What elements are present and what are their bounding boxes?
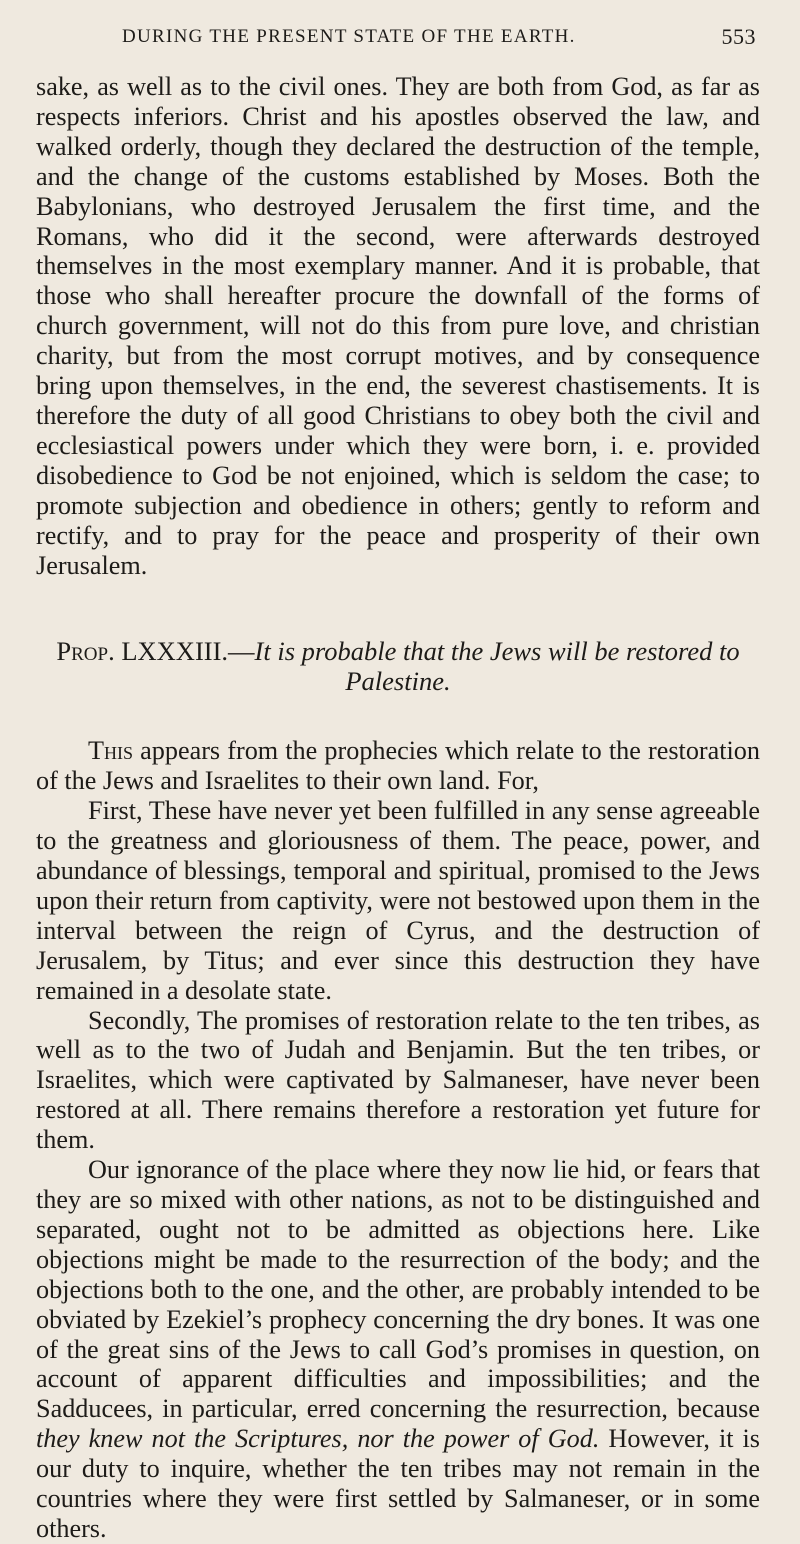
paragraph-text: Our ignorance of the place where they now lie hid, or fears that they are so mixed with other nations, as not to be distinguished and separated, ought not to be admitted as objections here. Like objections might be made to the resurrection of the body; and the objections both to the one, and the other, are probably intended to be obviated by Ezekiel’s prophecy concerning the dry bones. It was one of the great sins of the Jews to call God’s promises in question, on account of apparent difficulties and impossibilities; and the Sadducees, in particular, erred concerning the resurrection, because [36, 1155, 760, 1424]
paragraph-first-argument: First, These have never yet been fulfilled in any sense agreeable to the greatness and gloriousness of them. The peace, power, and abundance of blessings, temporal and spiritual, promised to the Jews upon their return from captivity, were not bestowed upon them in the interval between the reign of Cyrus, and the destruction of Jerusalem, by Titus; and ever since this destruction they have remained in a desolate state. [36, 796, 760, 1005]
scripture-quote: they knew not the Scriptures, nor the power of God. [36, 1424, 600, 1454]
running-head-title: DURING THE PRESENT STATE OF THE EARTH. [122, 26, 576, 47]
proposition-statement: It is probable that the Jews will be restored to Palestine. [254, 636, 740, 697]
page-number: 553 [721, 24, 756, 49]
proposition-heading [36, 636, 760, 696]
proposition-label: Prop. [56, 636, 115, 667]
paragraph-second-argument: Secondly, The promises of restoration relate to the ten tribes, as well as to the two of Judah and Benjamin. But the ten tribes, or Israelites, which were captivated by Salmaneser, have never been restored at all. There remains therefore a restoration yet future for them. [36, 1005, 760, 1155]
proposition-number: LXXXIII. [121, 636, 229, 667]
paragraph-objections [36, 1155, 760, 1544]
paragraph-text: However, it is our duty to inquire, whether the ten tribes may not remain in the countries where they were first settled by Salmaneser, or in some others. [36, 1424, 761, 1543]
intro-paragraph: sake, as well as to the civil ones. They are both from God, as far as respects inferiors. Christ and his apostles observed the law, and walked orderly, though they declared the destruction of the temple, and the change of the customs established by Moses. Both the Babylonians, who destroyed Jerusalem the first time, and the Romans, who did it the second, were afterwards destroyed themselves in the most exemplary manner. And it is probable, that those who shall hereafter procure the downfall of the forms of church government, will not do this from pure love, and christian charity, but from the most corrupt motives, and by consequence bring upon themselves, in the end, the severest chastisements. It is therefore the duty of all good Christians to obey both the civil and ecclesiastical powers under which they were born, i. e. provided disobedience to God be not enjoined, which is seldom the case; to promote subjection and obedience in others; gently to reform and rectify, and to pray for the peace and prosperity of their own Jerusalem. [36, 72, 760, 580]
paragraph-intro-prophecies [36, 736, 760, 796]
running-head [36, 24, 760, 68]
proposition-dash: — [228, 636, 255, 667]
paragraph-lead-word: This [88, 736, 134, 766]
paragraph-text: appears from the prophecies which relate to the restoration of the Jews and Israelites to their own land. For, [36, 736, 760, 796]
